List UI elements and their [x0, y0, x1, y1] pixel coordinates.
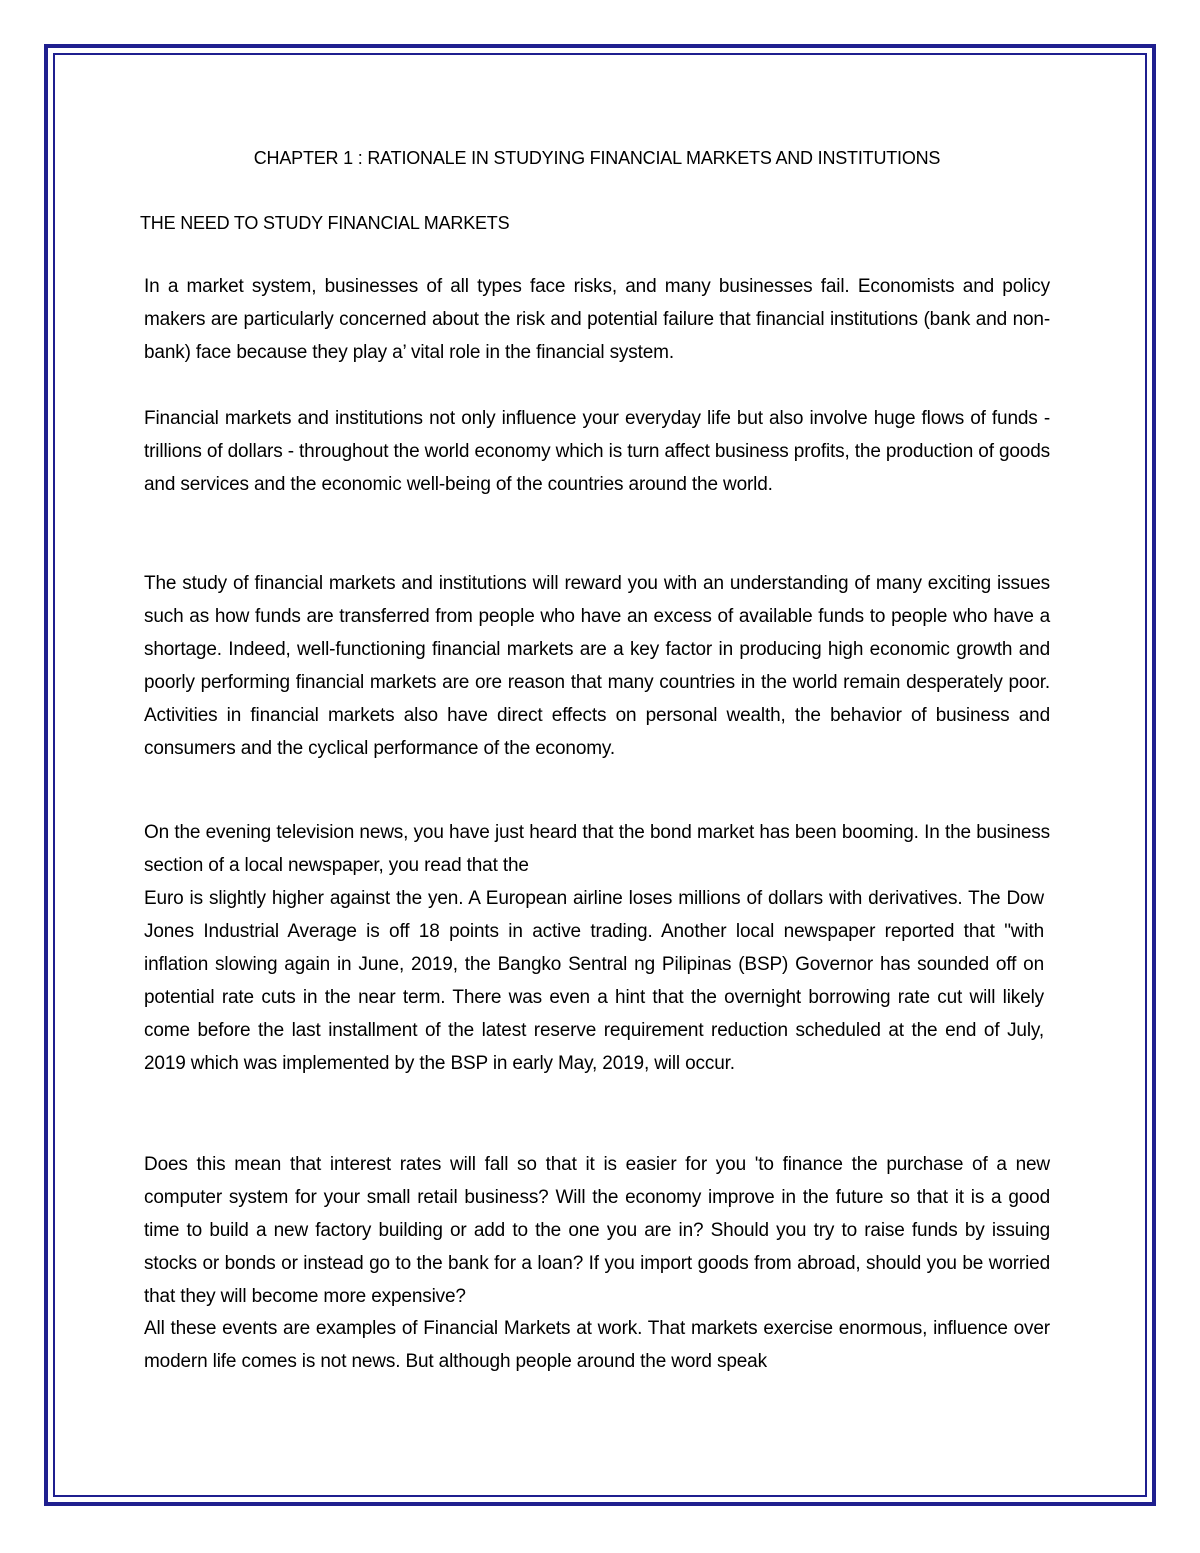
chapter-title: CHAPTER 1 : RATIONALE IN STUDYING FINANCIAL MARKETS AND INSTITUTIONS — [253, 148, 941, 168]
paragraph: All these events are examples of Financial Markets at work. That markets exercise enormous, influence over modern life comes is not news. But although people around the word speak — [144, 1318, 1050, 1372]
paragraph: Does this mean that interest rates will fall so that it is easier for you 'to finance the purchase of a new computer system for your small retail business? Will the economy improve in the future so that it is a good time to build a new factory building or add to the one you are in? Should you try to raise funds by issuing stocks or bonds or instead go to the bank for a loan? If you import goods from abroad, should you be worried that they will become more expensive? — [144, 1154, 1050, 1307]
paragraph: The study of financial markets and institutions will reward you with an understanding of many exciting issues such as how funds are transferred from people who have an excess of available funds to people who have a shortage. Indeed, well-functioning financial markets are a key factor in producing high economic growth and poorly performing financial markets are ore reason that many countries in the world remain desperately poor. Activities in financial markets also have direct effects on personal wealth, the behavior of business and consumers and the cyclical performance of the economy. — [144, 573, 1050, 759]
section-heading: THE NEED TO STUDY FINANCIAL MARKETS — [140, 213, 510, 233]
paragraph: Euro is slightly higher against the yen. A European airline loses millions of dollars with derivatives. The Dow Jones Industrial Average is off 18 points in active trading. Another local newspaper reported that "with inflation slowing again in June, 2019, the Bangko Sentral ng Pilipinas (BSP) Governor has sounded off on potential rate cuts in the near term. There was even a hint that the overnight borrowing rate cut will likely come before the last installment of the latest reserve requirement reduction scheduled at the end of July, 2019 which was implemented by the BSP in early May, 2019, will occur. — [144, 888, 1044, 1074]
paragraph: Financial markets and institutions not only influence your everyday life but also involve huge flows of funds - trillions of dollars - throughout the world economy which is turn affect business profits, the production of goods and services and the economic well-being of the countries around the world. — [144, 408, 1050, 495]
paragraph: On the evening television news, you have just heard that the bond market has been booming. In the business section of a local newspaper, you read that the — [144, 822, 1050, 876]
paragraph: In a market system, businesses of all types face risks, and many businesses fail. Economists and policy makers are particularly concerned about the risk and potential failure that financial institutions (bank and non-bank) face because they play a’ vital role in the financial system. — [144, 276, 1050, 363]
